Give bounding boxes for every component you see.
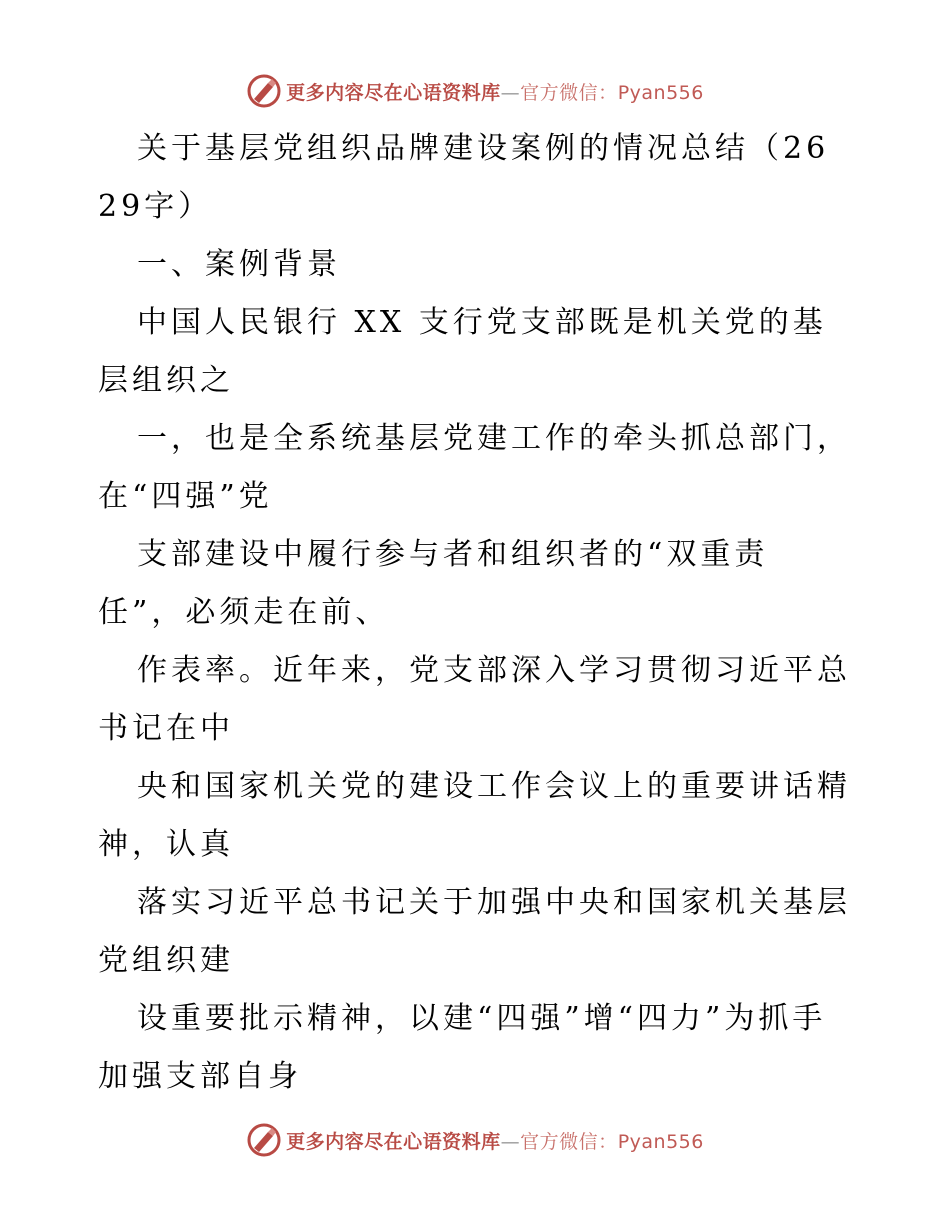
paragraph-line: 落实习近平总书记关于加强中央和国家机关基层党组织建 bbox=[98, 885, 851, 978]
paragraph-line: 支部建设中履行参与者和组织者的“双重责任”，必须走在前、 bbox=[98, 537, 769, 630]
watermark-separator: — bbox=[500, 81, 521, 104]
watermark-brand: 更多内容尽在心语资料库 bbox=[286, 1130, 501, 1153]
watermark-rest: 官方微信： bbox=[520, 81, 618, 104]
ink-pen-logo-icon bbox=[246, 73, 282, 109]
watermark-rest: 官方微信： bbox=[520, 1130, 618, 1153]
watermark-separator: — bbox=[500, 1130, 521, 1153]
watermark-text bbox=[286, 1127, 704, 1154]
watermark-handle: Pyan556 bbox=[617, 1130, 704, 1153]
paragraph-line: 作表率。近年来，党支部深入学习贯彻习近平总书记在中 bbox=[98, 653, 851, 746]
watermark-footer bbox=[0, 1120, 950, 1160]
watermark-text bbox=[286, 78, 704, 105]
section-heading: 一、案例背景 bbox=[137, 247, 341, 282]
paragraph-line: 央和国家机关党的建设工作会议上的重要讲话精神，认真 bbox=[98, 769, 851, 862]
document-title: 关于基层党组织品牌建设案例的情况总结（2629字） bbox=[98, 131, 830, 224]
watermark-handle: Pyan556 bbox=[617, 81, 704, 104]
document-body bbox=[98, 120, 852, 1106]
paragraph-line: 中国人民银行 XX 支行党支部既是机关党的基层组织之 bbox=[98, 305, 827, 398]
paragraph-line: 一，也是全系统基层党建工作的牵头抓总部门，在“四强”党 bbox=[98, 421, 851, 514]
watermark-header bbox=[0, 71, 950, 111]
paragraph-line: 设重要批示精神，以建“四强”增“四力”为抓手加强支部自身 bbox=[98, 1001, 827, 1094]
ink-pen-logo-icon bbox=[246, 1122, 282, 1158]
watermark-brand: 更多内容尽在心语资料库 bbox=[286, 81, 501, 104]
